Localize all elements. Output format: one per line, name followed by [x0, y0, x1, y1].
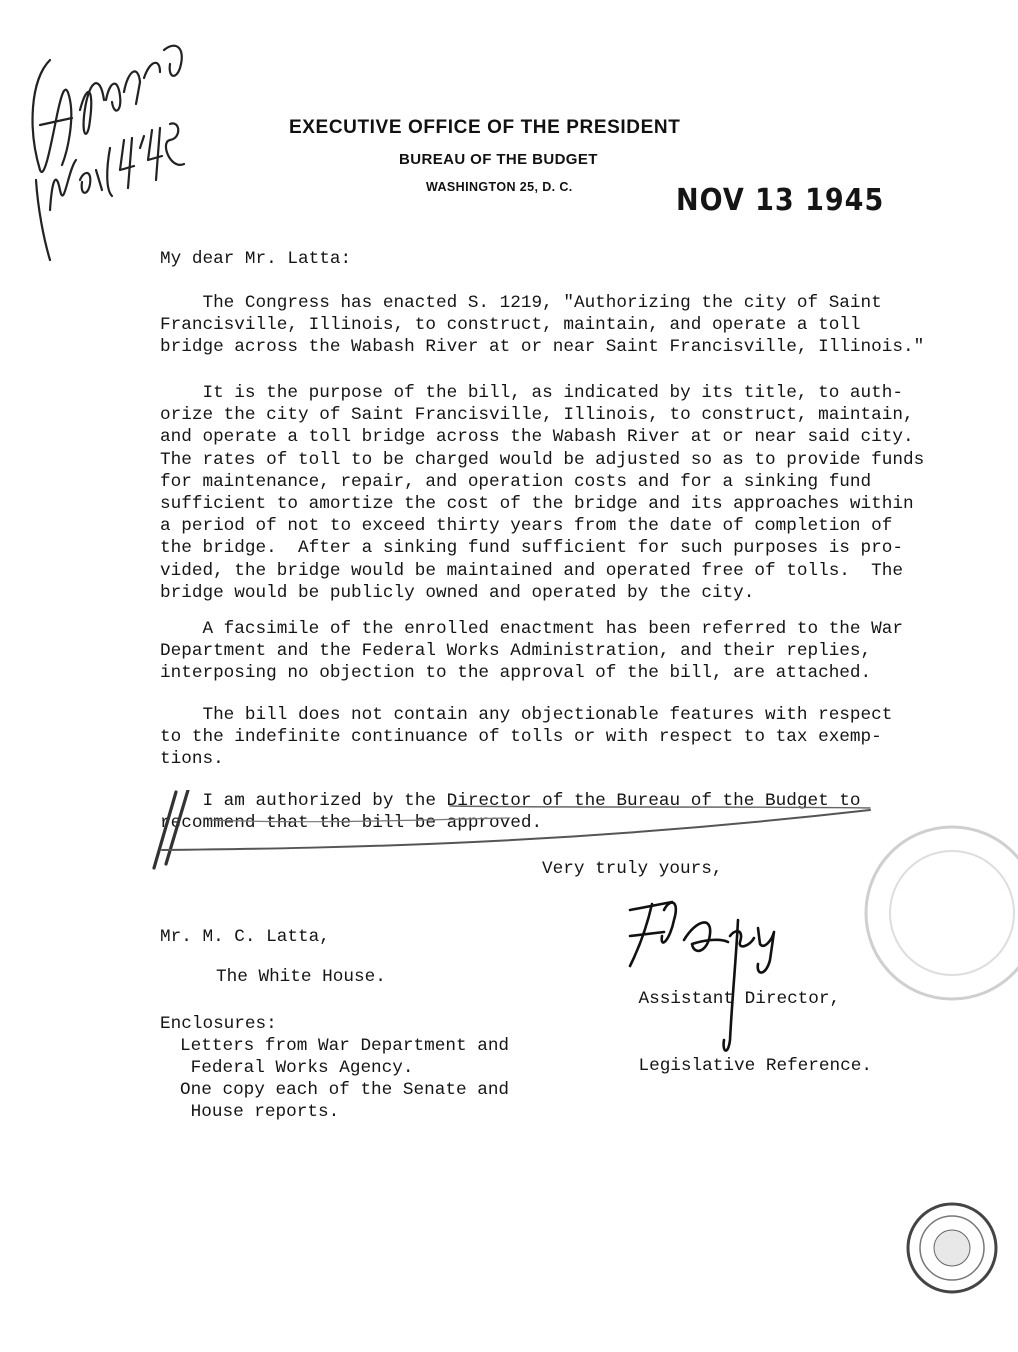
signer-title-line2: Legislative Reference.	[638, 1055, 872, 1076]
letterhead-location: WASHINGTON 25, D. C.	[426, 180, 573, 194]
salutation: My dear Mr. Latta:	[160, 249, 352, 269]
enclosure-item: Letters from War Department and Federal Works Agency.	[180, 1036, 510, 1079]
paragraph-purpose: It is the purpose of the bill, as indicated by its title, to auth- orize the city of Saint Francisville, Illinois, to construct, maintain, and operate a toll bridge across the Wabash River at or near said city. The rates of toll to be charged would be adjusted so as to provide funds for maintenance, repair, and operation costs and for a sinking fund sufficient to amortize the cost of the bridge and its approaches within a period of not to exceed thirty years from the date of completion of the bridge. After a sinking fund sufficient for such purposes is pro- vided, the bridge would be maintained and operated free of tolls. The bridge would be publicly owned and operated by the city.	[160, 383, 925, 603]
paragraph-enactment: The Congress has enacted S. 1219, "Authorizing the city of Saint Francisville, Illinois, to construct, maintain, and operate a toll bridge across the Wabash River at or near Saint Francisville, Illinois."	[160, 293, 925, 358]
paragraph-objectionable: The bill does not contain any objectionable features with respect to the indefinite continuance of tolls or with respect to tax exemp- tions.	[160, 705, 893, 770]
signer-title	[596, 966, 872, 1099]
addressee-name: Mr. M. C. Latta,	[160, 927, 330, 947]
signer-title-line1: Assistant Director,	[638, 989, 841, 1010]
paragraph-facsimile: A facsimile of the enrolled enactment has been referred to the War Department and the Federal Works Administration, and their replies, interposing no objection to the approval of the bill, are attached.	[160, 619, 903, 684]
enclosure-item: One copy each of the Senate and House reports.	[180, 1080, 510, 1123]
handwritten-emphasis-marks	[150, 790, 890, 870]
addressee-place: The White House.	[216, 967, 386, 987]
date-stamp: NOV 13 1945	[676, 183, 885, 218]
paragraph-recommendation: I am authorized by the Director of the Bureau of the Budget to recommend that the bill be approved.	[160, 791, 861, 834]
library-seal-icon	[896, 1190, 1006, 1310]
enclosures-label: Enclosures:	[160, 1014, 277, 1034]
letterhead-office: EXECUTIVE OFFICE OF THE PRESIDENT	[289, 117, 681, 138]
letterhead-bureau: BUREAU OF THE BUDGET	[399, 151, 598, 168]
handwritten-approval-note	[10, 20, 210, 270]
closing: Very truly yours,	[542, 859, 723, 879]
